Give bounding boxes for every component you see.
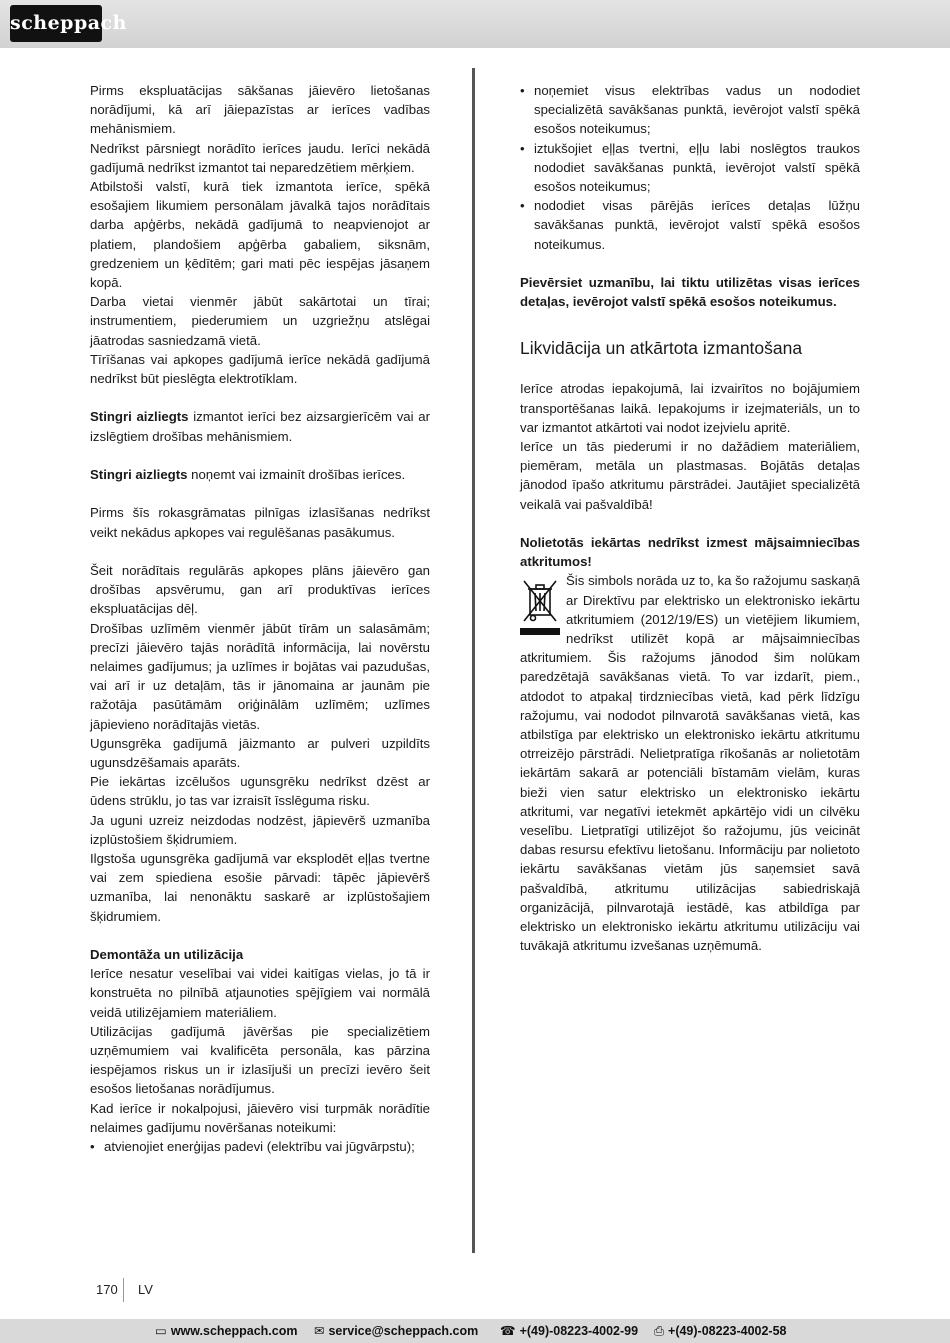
paragraph: Pirms šīs rokasgrāmatas pilnīgas izlasīšanas nedrīkst veikt nekādus apkopes vai regulēšanas pasākumus. [90, 505, 430, 540]
paragraph: Ierīce nesatur veselībai vai videi kaitīgas vielas, jo tā ir konstruēta no pilnībā atjaunoties spējīgiem vai normālā veidā utilizējamiem materiāliem. [90, 966, 430, 1020]
fax-item [654, 1319, 787, 1343]
left-column [90, 81, 430, 1156]
warning-paragraph [90, 465, 430, 484]
page-footer [96, 1282, 153, 1297]
list-item: • nododiet visas pārējās ierīces detaļas lūžņu savākšanas punktā, ievērojot valstī spēkā esošos noteikumus. [520, 196, 860, 254]
fax-number: +(49)-08223-4002-58 [668, 1324, 787, 1338]
list-item: • iztukšojiet eļļas tvertni, eļļu labi noslēgtos traukos nododiet savākšanas punktā, ievērojot valstī spēkā esošos noteikumus; [520, 139, 860, 197]
footer-separator [123, 1278, 124, 1302]
paragraph: Ugunsgrēka gadījumā jāizmanto ar pulveri uzpildīts ugunsdzēšamais aparāts. [90, 735, 430, 771]
website-link[interactable]: www.scheppach.com [170, 1324, 298, 1338]
paragraph: Pirms ekspluatācijas sākšanas jāievēro lietošanas norādījumi, kā arī jāiepazīstas ar ierīces vadības mehānismiem. [90, 83, 430, 137]
email-item[interactable] [314, 1319, 478, 1343]
section-heading: Likvidācija un atkārtota izmantošana [520, 338, 803, 359]
weee-heading [520, 533, 860, 571]
column-divider [472, 68, 475, 1253]
paragraph: Utilizācijas gadījumā jāvēršas pie specializētiem uzņēmumiem vai kvalificēta personāla, kas pārzina iespējamos riskus un ir izlasījuši un precīzi ievēro šeit esošos lietošanas norādījumus. [90, 1023, 430, 1097]
paragraph: Kad ierīce ir nokalpojusi, jāievēro visi turpmāk norādītie nelaimes gadījumu novēršanas noteikumi: [90, 1100, 430, 1135]
paragraph: Darba vietai vienmēr jābūt sakārtotai un tīrai; instrumentiem, piederumiem un uzgriežņu atslēgai jāatrodas sasniedzamā vietā. [90, 294, 430, 348]
section-heading [90, 945, 430, 964]
weee-text: Šis simbols norāda uz to, ka šo ražojumu saskaņā ar Direktīvu par elektrisko un elektronisko iekārtu atkritumiem (2012/19/ES) un vietējiem likumiem, nedrīkst utilizēt kopā ar mājsaimniecības atkritumiem. Šis ražojums jānodod šim nolūkam paredzētajā savākšanas vietā. To var izdarīt, piem., atdodot to atpakaļ tirdzniecības vietā, kad pērk līdzīgu ražojumu, vai nododot pilnvarotā savākšanas vietā, kas atbilstīga par elektrisko un elektronisko iekārtu atkritumu otrreizējo pārstrādi. Nelietpratīga rīkošanās ar nolietotām iekārtām sakarā ar potenciāli bīstamām vielām, kuras bieži vien satur elektrisko un elektronisko iekārtu atkritumi, var negatīvi ietekmēt apkārtējo vidi un cilvēku veselību. Lietpratīgi utilizējot šo ražojumu, jūs veicināt dabas resursu efektīvu lietošanu. Informāciju par nolietoto iekārtu savākšanas vietām jūs saņemsiet savā pašvaldībā, atkritumu utilizācijas sabiedriskajā organizācijā, pilnvarotajā iestādē, kas atbildīga par elektrisko un elektronisko iekārtu atkritumu utilizāciju vai tuvākajā atkritumu izvešanas uzņēmumā. [520, 573, 860, 954]
phone-item [500, 1319, 638, 1343]
bullet-list [520, 81, 860, 254]
warning-label: Stingri aizliegts [90, 409, 189, 425]
fax-icon: ⎙ [654, 1324, 665, 1338]
paragraph: Ilgstoša ugunsgrēka gadījumā var eksplodēt eļļas tvertne vai zem spiediena esošie pārvadi: tāpēc jāpievērš uzmanība, lai nenonāktu saskarē ar izplūstošajiem šķidrumiem. [90, 851, 430, 924]
list-item: • noņemiet visus elektrības vadus un nododiet specializētā savākšanas punktā, ievērojot valstī spēkā esošos noteikumus; [520, 81, 860, 139]
paragraph: Tīrīšanas vai apkopes gadījumā ierīce nekādā gadījumā nedrīkst būt pieslēgta elektrotīklam. [90, 351, 430, 387]
paragraph: Ierīce un tās piederumi ir no dažādiem materiāliem, piemēram, metāla un plastmasas. Bojātās detaļas jānodod īpašo atkritumu pārstrādei. Jautājiet specializētā veikalā vai pašvaldībā! [520, 439, 860, 512]
paragraph: Drošības uzlīmēm vienmēr jābūt tīrām un salasāmām; precīzi jāievēro tajās norādītā informācija, lai novērstu nelaimes gadījumus; ja uzlīmes ir bojātas vai pazudušas, vai arī ir uz detaļām, tās ir jānomaina ar jaunām pie ražotāja pasūtāmām oriģinālām uzlīmēm; uzlīmes jāpievieno norādītajās vietās. [90, 620, 430, 732]
page-number: 170 [96, 1282, 118, 1297]
brand-logo: scheppach [10, 5, 102, 42]
right-column [520, 81, 860, 956]
language-code: LV [138, 1282, 153, 1297]
paragraph: Ja uguni uzreiz neizdodas nodzēst, jāpievērš uzmanība izplūstošiem šķidrumiem. [90, 812, 430, 847]
section-heading-text: Demontāža un utilizācija [90, 947, 244, 963]
weee-heading-text: Nolietotās iekārtas nedrīkst izmest mājsaimniecības atkritumos! [520, 535, 860, 570]
warning-text: izmantot ierīci bez aizsargierīcēm vai ar izslēgtiem drošības mehānismiem. [90, 409, 430, 444]
paragraph: Atbilstoši valstī, kurā tiek izmantota ierīce, spēkā esošajiem likumiem personālam jāvalkā tajos norādītais darba apģērbs, nekādā gadījumā to neapvienojot ar platiem, plandošiem apģērba gabaliem, siksnām, gredzeniem un ķēdītēm; gari mati pēc iespējas jāsaņem kopā. [90, 179, 430, 291]
warning-label: Stingri aizliegts [90, 467, 188, 483]
website-item[interactable] [155, 1319, 297, 1343]
paragraph: Pie iekārtas izcēlušos ugunsgrēku nedrīkst dzēst ar ūdens strūklu, jo tas var izraisīt īsslēguma risku. [90, 774, 430, 809]
phone-icon: ☎ [500, 1324, 516, 1338]
paragraph: Nedrīkst pārsniegt norādīto ierīces jaudu. Ierīci nekādā gadījumā nedrīkst izmantot tai neparedzētiem mērķiem. [90, 140, 430, 175]
warning-text: noņemt vai izmainīt drošības ierīces. [187, 467, 406, 483]
mail-icon: ✉ [314, 1324, 325, 1338]
warning-paragraph [90, 407, 430, 445]
monitor-icon: ▭ [155, 1324, 167, 1338]
disposal-note-text: Pievērsiet uzmanību, lai tiktu utilizētas visas ierīces detaļas, ievērojot valstī spēkā esošos noteikumus. [520, 275, 860, 310]
bullet-list [90, 1137, 430, 1156]
header-bar [0, 0, 950, 48]
email-link[interactable]: service@scheppach.com [328, 1324, 479, 1338]
list-item: • atvienojiet enerģijas padevi (elektrību vai jūgvārpstu); [90, 1137, 430, 1156]
phone-number: +(49)-08223-4002-99 [519, 1324, 639, 1338]
disposal-note [520, 273, 860, 311]
contact-bar [0, 1319, 950, 1343]
paragraph: Šeit norādītais regulārās apkopes plāns jāievēro gan drošības apsvērumu, gan arī produktīvas ierīces ekspluatācijas dēļ. [90, 563, 430, 617]
crossed-bin-icon [520, 575, 560, 637]
paragraph: Ierīce atrodas iepakojumā, lai izvairītos no bojājumiem transportēšanas laikā. Iepakojums ir izejmateriāls, un to var izmantot atkārtoti vai nodot izejvielu apritē. [520, 381, 860, 435]
weee-section [520, 571, 860, 955]
